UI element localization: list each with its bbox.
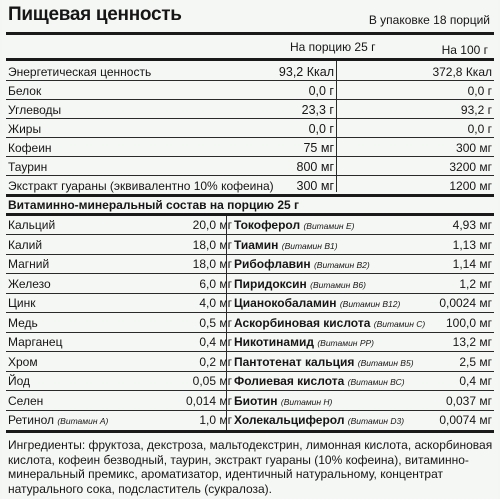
vitamin-name <box>234 238 338 252</box>
vitamin-name <box>234 316 425 330</box>
mineral-note: (Витамин А) <box>57 416 109 426</box>
vitamin-note: (Витамин В12) <box>339 299 401 309</box>
nutrient-serving: 23,3 г <box>301 103 334 117</box>
divider-top <box>6 32 494 35</box>
vitamin-label: Холекальциферол <box>234 413 345 427</box>
vitamin-value: 1,14 мг <box>452 257 492 271</box>
vitamin-value: 1,2 мг <box>459 276 492 291</box>
nutrient-serving: 800 мг <box>296 160 334 174</box>
divider-bottom <box>6 430 494 433</box>
nutrient-name: Энергетическая ценность <box>8 65 152 79</box>
mineral-value: 0,4 мг <box>199 335 232 349</box>
vitamin-note: (Витамин В6) <box>310 279 366 290</box>
vitamin-label: Биотин <box>234 393 278 408</box>
row-divider <box>6 351 494 352</box>
vitamin-note: (Витамин PP) <box>317 338 375 348</box>
mineral-value: 20,0 мг <box>192 218 232 232</box>
mineral-label: Медь <box>8 315 38 330</box>
vitamin-name <box>234 218 354 232</box>
nutrient-per100: 1200 мг <box>449 179 492 193</box>
vitamin-value: 2,5 мг <box>459 354 492 369</box>
vitamin-label: Цианокобаламин <box>234 296 337 310</box>
nutrient-per100: 3200 мг <box>449 160 492 174</box>
mineral-label: Магний <box>8 257 50 271</box>
mineral-label: Цинк <box>8 296 36 310</box>
vitamin-note: (Витамин В1) <box>281 240 338 251</box>
nutrient-name: Углеводы <box>8 103 62 117</box>
vitamin-name <box>234 413 404 427</box>
vitamin-label: Тиамин <box>234 237 279 252</box>
vitamin-value: 100,0 мг <box>446 315 492 330</box>
mineral-label: Селен <box>8 393 44 408</box>
col-per-100: На 100 г <box>441 43 488 57</box>
mineral-value: 18,0 мг <box>192 237 232 252</box>
vitamin-note: (Витамин D3) <box>347 416 405 426</box>
row-divider <box>6 273 494 274</box>
mineral-name <box>8 374 30 388</box>
mineral-value: 0,5 мг <box>199 315 232 330</box>
nutrient-name: Жиры <box>8 122 42 136</box>
row-divider <box>6 371 494 372</box>
mineral-name <box>8 238 42 252</box>
nutrient-per100: 372,8 Ккал <box>432 65 492 79</box>
row-divider <box>6 390 494 391</box>
vitamin-name <box>234 394 332 408</box>
mineral-value: 4,0 мг <box>199 296 232 310</box>
divider-section <box>6 194 494 197</box>
vitamin-label: Токоферол <box>234 218 301 232</box>
page-title: Пищевая ценность <box>8 4 182 25</box>
mineral-value: 1,0 мг <box>199 413 232 427</box>
mineral-label: Кальций <box>8 218 56 232</box>
mineral-label: Хром <box>8 354 38 369</box>
divider-header <box>6 58 494 61</box>
mineral-name <box>8 394 43 408</box>
mineral-name <box>8 277 51 291</box>
vitamin-value: 0,0074 мг <box>439 413 492 427</box>
vitamin-value: 0,0024 мг <box>439 296 492 310</box>
vitamin-label: Рибофлавин <box>234 257 311 271</box>
ingredients-text: Ингредиенты: фруктоза, декстроза, мальтодекстрин, лимонная кислота, аскорбиновая кислота, кофеин безводный, таурин, экстракт гуараны (10% кофеина), витаминно-минеральный премикс, ароматизатор, идентичный натуральному, концентрат натурального сока, подсластитель (сукралоза). <box>8 438 493 496</box>
vitamin-value: 4,93 мг <box>452 218 492 232</box>
vitamin-note: (Витамин С) <box>373 318 426 329</box>
mineral-name <box>8 218 55 232</box>
nutrient-per100: 93,2 г <box>460 103 492 117</box>
row-divider <box>6 332 494 333</box>
vitamin-label: Пантотенат кальция <box>234 354 355 369</box>
vitamin-name <box>234 374 405 388</box>
row-divider <box>6 312 494 313</box>
vitamin-note: (Витамин В5) <box>357 357 414 368</box>
nutrient-serving: 0,0 г <box>308 84 334 98</box>
row-divider <box>6 254 494 255</box>
vitamin-value: 1,13 мг <box>452 237 492 252</box>
vitamin-name <box>234 335 374 349</box>
divider-vm-header <box>6 213 494 216</box>
mineral-label: Йод <box>8 374 31 388</box>
pack-info: В упаковке 18 порций <box>368 13 490 27</box>
row-divider <box>6 410 494 411</box>
mineral-name <box>8 355 38 369</box>
nutrient-name: Белок <box>8 84 42 98</box>
vitamin-name <box>234 296 400 310</box>
vitamin-note: (Витамин Н) <box>280 396 333 407</box>
vitamin-name <box>234 257 370 271</box>
row-divider <box>6 293 494 294</box>
vitamin-value: 0,4 мг <box>459 374 492 388</box>
mineral-value: 18,0 мг <box>192 257 232 271</box>
nutrient-per100: 0,0 г <box>467 84 492 98</box>
vitamin-note: (Витамин ВС) <box>347 377 405 387</box>
vitamin-name <box>234 277 366 291</box>
vitamin-value: 0,037 мг <box>446 393 492 408</box>
mineral-name <box>8 296 35 310</box>
nutrient-serving: 93,2 Ккал <box>278 65 334 79</box>
nutrient-name: Таурин <box>8 160 48 174</box>
mineral-value: 0,05 мг <box>192 374 232 388</box>
nutrient-serving: 75 мг <box>303 141 334 155</box>
mineral-label: Калий <box>8 237 43 252</box>
nutrient-per100: 0,0 г <box>467 122 492 136</box>
section-title: Витаминно-минеральный состав на порцию 25 г <box>8 198 300 212</box>
col-per-serving: На порцию 25 г <box>290 40 376 54</box>
vitamin-label: Пиридоксин <box>234 276 307 291</box>
nutrient-serving: 0,0 г <box>308 122 334 136</box>
vitamin-note: (Витамин E) <box>303 221 355 231</box>
mineral-value: 0,014 мг <box>186 393 232 408</box>
mineral-value: 0,2 мг <box>199 354 232 369</box>
mineral-label: Ретинол <box>8 413 54 427</box>
vitamin-note: (Витамин В2) <box>313 260 370 270</box>
row-divider <box>6 234 494 235</box>
mineral-name <box>8 335 62 349</box>
nutrient-serving: 300 мг <box>296 179 334 193</box>
mineral-name <box>8 257 49 271</box>
vitamin-label: Фолиевая кислота <box>234 374 345 388</box>
nutrient-name: Экстракт гуараны (эквивалентно 10% кофеина) <box>8 179 274 193</box>
nutrition-facts-panel <box>2 0 498 499</box>
mineral-name <box>8 413 108 427</box>
vitamin-label: Аскорбиновая кислота <box>234 315 371 330</box>
mineral-name <box>8 316 38 330</box>
vitamin-label: Никотинамид <box>234 335 314 349</box>
vitamin-value: 13,2 мг <box>452 335 492 349</box>
mineral-value: 6,0 мг <box>199 276 232 291</box>
mineral-label: Марганец <box>8 335 63 349</box>
nutrient-per100: 300 мг <box>456 141 492 155</box>
vitamin-name <box>234 355 414 369</box>
nutrient-name: Кофеин <box>8 141 52 155</box>
mineral-label: Железо <box>8 276 51 291</box>
